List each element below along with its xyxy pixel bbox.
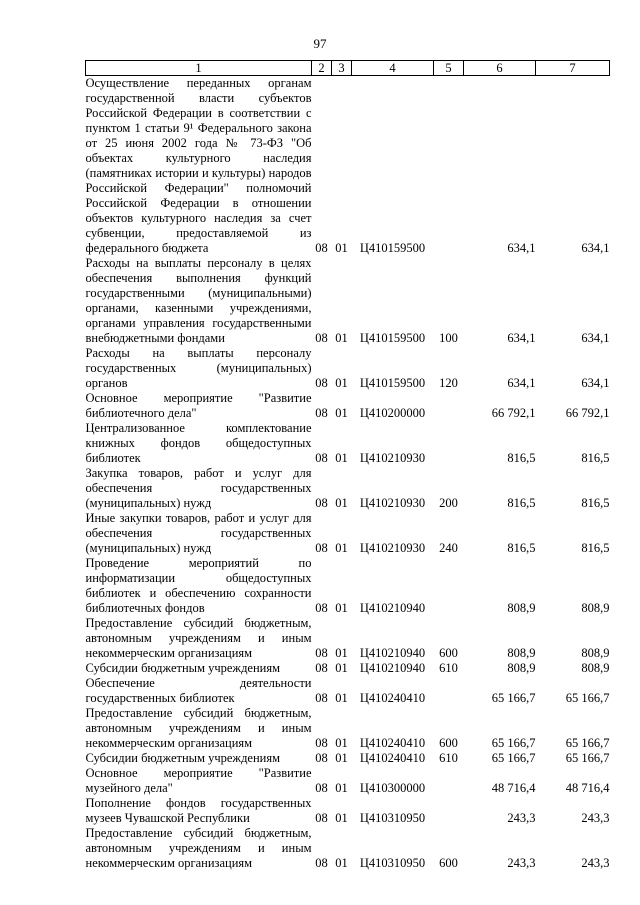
row-name: Осуществление переданных органам государственной власти субъектов Российской Федерации в соответствии с пунктом 1 статьи 9¹ Федерального закона от 25 июня 2002 года № 73-ФЗ "Об объектах культурного наследия (памятниках истории и культуры) народов Российской Федерации" полномочий Российской Федерации в отношении объектов культурного наследия за счет субвенции, предоставляемой из федерального бюджета xyxy=(85,76,312,255)
row-target-code: Ц410210940 xyxy=(359,601,426,615)
row-name: Предоставление субсидий бюджетным, автономным учреждениям и иным некоммерческим организациям xyxy=(85,826,312,870)
row-amount-2: 816,5 xyxy=(581,451,610,465)
row-subsection: 01 xyxy=(335,736,348,750)
row-section: 08 xyxy=(315,241,328,255)
row-target-code: Ц410300000 xyxy=(359,781,426,795)
row-subsection: 01 xyxy=(335,241,348,255)
row-amount-2: 808,9 xyxy=(581,661,610,675)
row-section: 08 xyxy=(315,331,328,345)
row-amount-1: 243,3 xyxy=(507,811,536,825)
table-row xyxy=(86,661,610,676)
row-name: Централизованное комплектование книжных фондов общедоступных библиотек xyxy=(85,421,312,465)
table-row xyxy=(86,421,610,466)
table-row xyxy=(86,676,610,706)
row-amount-1: 634,1 xyxy=(507,241,536,255)
table-row xyxy=(86,706,610,751)
row-subsection: 01 xyxy=(335,541,348,555)
row-amount-1: 243,3 xyxy=(507,856,536,870)
row-name: Предоставление субсидий бюджетным, автономным учреждениям и иным некоммерческим организациям xyxy=(85,706,312,750)
row-target-code: Ц410210930 xyxy=(359,541,426,555)
row-expense-type xyxy=(434,556,464,616)
row-name: Предоставление субсидий бюджетным, автономным учреждениям и иным некоммерческим организациям xyxy=(85,616,312,660)
row-expense-type xyxy=(434,676,464,706)
row-expense-type xyxy=(434,796,464,826)
row-subsection: 01 xyxy=(335,376,348,390)
row-subsection: 01 xyxy=(335,856,348,870)
row-section: 08 xyxy=(315,541,328,555)
row-section: 08 xyxy=(315,856,328,870)
row-target-code: Ц410210930 xyxy=(359,451,426,465)
row-subsection: 01 xyxy=(335,661,348,675)
row-section: 08 xyxy=(315,601,328,615)
table-row xyxy=(86,751,610,766)
page-number: 97 xyxy=(313,36,327,51)
table-row xyxy=(86,466,610,511)
row-subsection: 01 xyxy=(335,406,348,420)
table-row xyxy=(86,766,610,796)
header-cell: 5 xyxy=(434,61,464,76)
row-amount-1: 65 166,7 xyxy=(491,736,536,750)
row-name: Основное мероприятие "Развитие библиотечного дела" xyxy=(85,391,312,420)
row-target-code: Ц410240410 xyxy=(359,736,426,750)
row-name: Расходы на выплаты персоналу в целях обеспечения выполнения функций государственными (муниципальными) органами, казенными учреждениями, органами управления государственными внебюджетными фондами xyxy=(85,256,312,345)
row-subsection: 01 xyxy=(335,751,348,765)
row-name: Закупка товаров, работ и услуг для обеспечения государственных (муниципальных) нужд xyxy=(85,466,312,510)
row-amount-2: 243,3 xyxy=(581,856,610,870)
row-amount-2: 816,5 xyxy=(581,496,610,510)
row-section: 08 xyxy=(315,691,328,705)
row-section: 08 xyxy=(315,781,328,795)
header-row xyxy=(86,61,610,76)
row-amount-1: 808,9 xyxy=(507,661,536,675)
row-amount-2: 65 166,7 xyxy=(565,751,610,765)
table-row xyxy=(86,826,610,871)
row-target-code: Ц410200000 xyxy=(359,406,426,420)
row-name: Пополнение фондов государственных музеев Чувашской Республики xyxy=(85,796,312,825)
row-amount-1: 808,9 xyxy=(507,646,536,660)
row-subsection: 01 xyxy=(335,601,348,615)
row-target-code: Ц410240410 xyxy=(359,691,426,705)
row-section: 08 xyxy=(315,451,328,465)
row-target-code: Ц410210940 xyxy=(359,661,426,675)
row-amount-1: 48 716,4 xyxy=(491,781,536,795)
row-expense-type: 610 xyxy=(439,661,458,675)
row-section: 08 xyxy=(315,736,328,750)
table-row xyxy=(86,391,610,421)
row-name: Субсидии бюджетным учреждениям xyxy=(85,751,281,765)
row-amount-1: 66 792,1 xyxy=(491,406,536,420)
row-amount-2: 243,3 xyxy=(581,811,610,825)
table-row xyxy=(86,796,610,826)
row-expense-type: 600 xyxy=(439,856,458,870)
row-amount-2: 634,1 xyxy=(581,331,610,345)
row-subsection: 01 xyxy=(335,451,348,465)
table-row xyxy=(86,616,610,661)
row-target-code: Ц410159500 xyxy=(359,376,426,390)
row-name: Основное мероприятие "Развитие музейного дела" xyxy=(85,766,312,795)
table-row xyxy=(86,76,610,257)
row-expense-type xyxy=(434,421,464,466)
row-expense-type: 610 xyxy=(439,751,458,765)
row-expense-type: 100 xyxy=(439,331,458,345)
header-cell: 3 xyxy=(332,61,352,76)
row-amount-2: 808,9 xyxy=(581,646,610,660)
row-name: Субсидии бюджетным учреждениям xyxy=(85,661,281,675)
header-cell: 7 xyxy=(536,61,610,76)
row-name: Иные закупки товаров, работ и услуг для обеспечения государственных (муниципальных) нужд xyxy=(85,511,312,555)
table-row xyxy=(86,511,610,556)
row-amount-1: 65 166,7 xyxy=(491,691,536,705)
table-row xyxy=(86,346,610,391)
row-subsection: 01 xyxy=(335,331,348,345)
row-section: 08 xyxy=(315,661,328,675)
budget-table xyxy=(85,60,610,871)
row-expense-type: 240 xyxy=(439,541,458,555)
header-cell: 1 xyxy=(86,61,312,76)
header-cell: 4 xyxy=(352,61,434,76)
row-expense-type xyxy=(434,766,464,796)
row-amount-2: 634,1 xyxy=(581,241,610,255)
row-amount-1: 816,5 xyxy=(507,496,536,510)
row-target-code: Ц410310950 xyxy=(359,856,426,870)
table-row xyxy=(86,556,610,616)
row-target-code: Ц410210940 xyxy=(359,646,426,660)
row-expense-type: 120 xyxy=(439,376,458,390)
header-cell: 6 xyxy=(464,61,536,76)
header-cell: 2 xyxy=(312,61,332,76)
row-section: 08 xyxy=(315,811,328,825)
row-amount-2: 65 166,7 xyxy=(565,736,610,750)
row-subsection: 01 xyxy=(335,781,348,795)
row-amount-2: 48 716,4 xyxy=(565,781,610,795)
row-expense-type: 200 xyxy=(439,496,458,510)
row-target-code: Ц410159500 xyxy=(359,331,426,345)
row-expense-type xyxy=(434,391,464,421)
table-body xyxy=(86,76,610,872)
row-amount-2: 808,9 xyxy=(581,601,610,615)
row-section: 08 xyxy=(315,376,328,390)
row-subsection: 01 xyxy=(335,691,348,705)
row-name: Проведение мероприятий по информатизации общедоступных библиотек и обеспечению сохранности библиотечных фондов xyxy=(85,556,312,615)
row-amount-1: 634,1 xyxy=(507,331,536,345)
row-amount-1: 816,5 xyxy=(507,541,536,555)
row-section: 08 xyxy=(315,496,328,510)
row-target-code: Ц410310950 xyxy=(359,811,426,825)
row-amount-1: 65 166,7 xyxy=(491,751,536,765)
row-name: Обеспечение деятельности государственных библиотек xyxy=(85,676,312,705)
row-expense-type: 600 xyxy=(439,646,458,660)
row-expense-type: 600 xyxy=(439,736,458,750)
row-section: 08 xyxy=(315,406,328,420)
row-amount-1: 808,9 xyxy=(507,601,536,615)
row-amount-2: 816,5 xyxy=(581,541,610,555)
table-row xyxy=(86,256,610,346)
row-expense-type xyxy=(434,76,464,257)
row-amount-2: 66 792,1 xyxy=(565,406,610,420)
row-section: 08 xyxy=(315,751,328,765)
row-amount-1: 816,5 xyxy=(507,451,536,465)
row-target-code: Ц410159500 xyxy=(359,241,426,255)
row-amount-2: 65 166,7 xyxy=(565,691,610,705)
row-subsection: 01 xyxy=(335,496,348,510)
row-target-code: Ц410210930 xyxy=(359,496,426,510)
row-target-code: Ц410240410 xyxy=(359,751,426,765)
row-section: 08 xyxy=(315,646,328,660)
row-subsection: 01 xyxy=(335,646,348,660)
row-amount-1: 634,1 xyxy=(507,376,536,390)
row-name: Расходы на выплаты персоналу государственных (муниципальных) органов xyxy=(85,346,312,390)
row-amount-2: 634,1 xyxy=(581,376,610,390)
row-subsection: 01 xyxy=(335,811,348,825)
